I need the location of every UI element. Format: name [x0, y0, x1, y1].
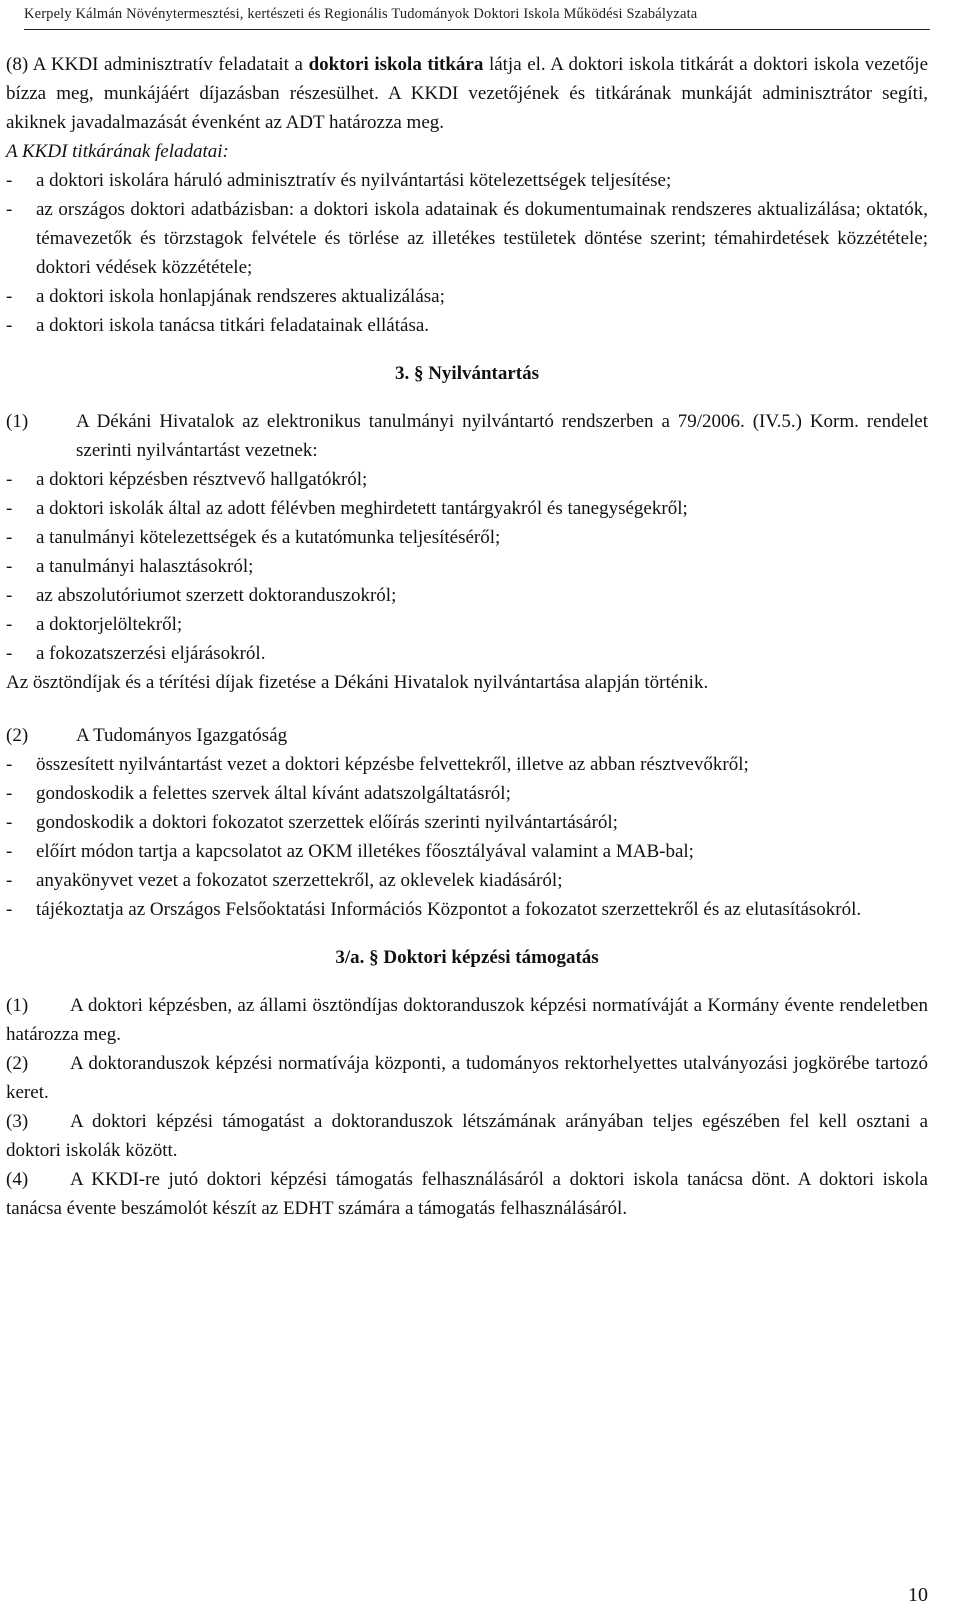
intro-bold-term: doktori iskola titkára	[308, 54, 484, 75]
list-item: - a doktori képzésben résztvevő hallgatókról;	[6, 469, 368, 490]
list-item: - a doktori iskolák által az adott félévben meghirdetett tantárgyakról és tanegységekről;	[6, 498, 688, 519]
document-body	[6, 50, 928, 1223]
list-item: - gondoskodik a doktori fokozatot szerzettek előírás szerinti nyilvántartásáról;	[6, 812, 618, 833]
directorate-list	[6, 750, 928, 924]
section-3-paragraph-1: (1) A Dékáni Hivatalok az elektronikus tanulmányi nyilvántartó rendszerben a 79/2006. (IV.5.) Korm. rendelet szerinti nyilvántartást vezetnek:	[6, 411, 928, 461]
section-3a-paragraph-4: (4) A KKDI-re jutó doktori képzési támogatás felhasználásáról a doktori iskola tanácsa dönt. A doktori iskola tanácsa évente beszámolót készít az EDHT számára a támogatás felhasználásáról.	[6, 1169, 928, 1219]
intro-text-2: látja el. A doktori iskola titkárát a doktori iskola vezetője bízza meg, munkájáért díjazásban részesülhet. A KKDI vezetőjének és titkárának munkáját adminisztrátor segíti, akiknek javadalmazását évenként az ADT határozza meg.	[6, 54, 929, 133]
section-3-paragraph-2: (2) A Tudományos Igazgatóság	[6, 725, 288, 746]
registry-list	[6, 465, 928, 668]
list-item: - összesített nyilvántartást vezet a doktori képzésbe felvettekről, illetve az abban résztvevőkről;	[6, 754, 749, 775]
intro-number: (8)	[6, 54, 29, 75]
secretary-heading: A KKDI titkárának feladatai:	[6, 141, 229, 162]
list-item: - tájékoztatja az Országos Felsőoktatási Információs Központot a fokozatot szerzettekről és az elutasításokról.	[6, 899, 862, 920]
list-item: - előírt módon tartja a kapcsolatot az OKM illetékes főosztályával valamint a MAB-bal;	[6, 841, 694, 862]
section-3a-heading: 3/a. § Doktori képzési támogatás	[335, 947, 599, 968]
intro-text-1: A KKDI adminisztratív feladatait a	[32, 54, 309, 75]
intro-paragraph	[6, 50, 928, 137]
section-3a-paragraph-3: (3) A doktori képzési támogatást a doktoranduszok létszámának arányában teljes egészében fel kell osztani a doktori iskolák között.	[6, 1111, 928, 1161]
running-header: Kerpely Kálmán Növénytermesztési, kertészeti és Regionális Tudományok Doktori Iskola Működési Szabályzata	[24, 6, 930, 30]
list-item: - az országos doktori adatbázisban: a doktori iskola adatainak és dokumentumainak rendszeres aktualizálása; oktatók, témavezetők és törzstagok felvétele és törlése az illetékes testületek döntése szerint; témahirdetések közzététele; doktori védések közzététele;	[6, 199, 928, 278]
secretary-task-list	[6, 166, 928, 340]
list-item: - a tanulmányi halasztásokról;	[6, 556, 254, 577]
section-3a-paragraph-1: (1) A doktori képzésben, az állami ösztöndíjas doktoranduszok képzési normatíváját a Kormány évente rendeletben határozza meg.	[6, 995, 928, 1045]
list-item: - a doktori iskola honlapjának rendszeres aktualizálása;	[6, 286, 445, 307]
list-item: - a doktori iskolára háruló adminisztratív és nyilvántartási kötelezettségek teljesítése;	[6, 170, 672, 191]
list-item: - a tanulmányi kötelezettségek és a kutatómunka teljesítéséről;	[6, 527, 501, 548]
page-number: 10	[908, 1584, 928, 1606]
section-3-closing: Az ösztöndíjak és a térítési díjak fizetése a Dékáni Hivatalok nyilvántartása alapján történik.	[6, 672, 709, 693]
list-item: - az abszolutóriumot szerzett doktoranduszokról;	[6, 585, 397, 606]
list-item: - gondoskodik a felettes szervek által kívánt adatszolgáltatásról;	[6, 783, 511, 804]
list-item: - a doktori iskola tanácsa titkári feladatainak ellátása.	[6, 315, 430, 336]
section-3-heading: 3. § Nyilvántartás	[394, 363, 540, 384]
section-3a-paragraph-2: (2) A doktoranduszok képzési normatívája központi, a tudományos rektorhelyettes utalványozási jogkörébe tartozó keret.	[6, 1053, 928, 1103]
list-item: - a doktorjelöltekről;	[6, 614, 183, 635]
list-item: - anyakönyvet vezet a fokozatot szerzettekről, az oklevelek kiadásáról;	[6, 870, 563, 891]
list-item: - a fokozatszerzési eljárásokról.	[6, 643, 266, 664]
document-page	[6, 0, 928, 1613]
